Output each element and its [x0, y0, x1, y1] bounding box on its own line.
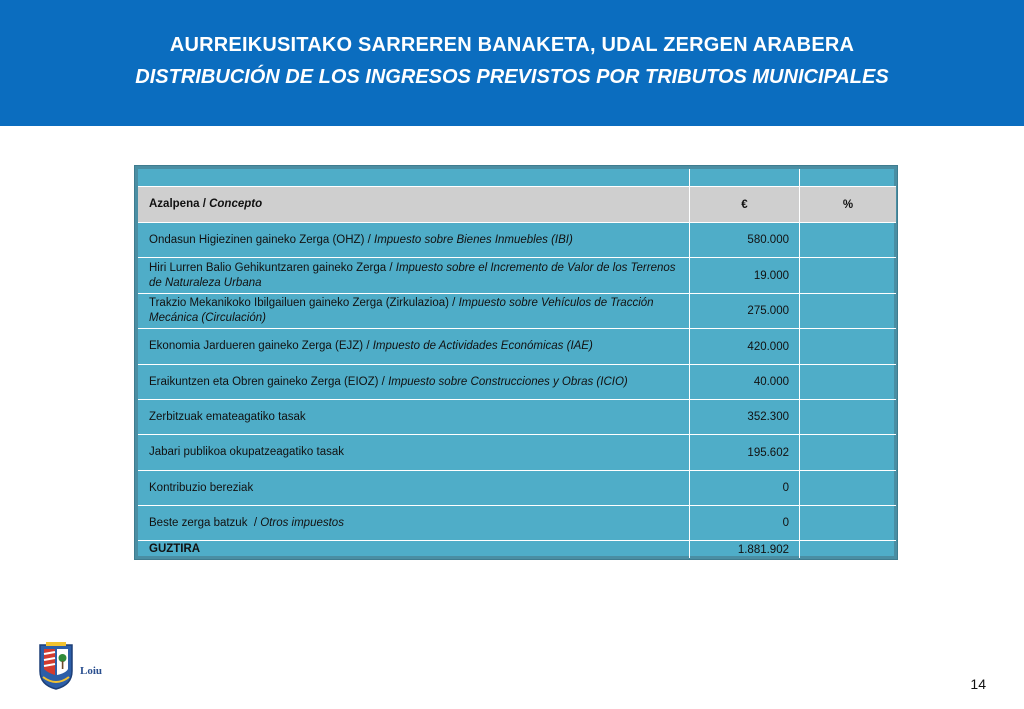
- row-percent: [800, 435, 896, 470]
- row-label: Trakzio Mekanikoko Ibilgailuen gaineko Zerga (Zirkulazioa) / Impuesto sobre Vehículos de Tracción Mecánica (Circulación): [149, 297, 654, 324]
- table-row: [138, 329, 896, 365]
- revenue-table: [134, 165, 898, 560]
- row-label: Beste zerga batzuk / Otros impuestos: [149, 516, 344, 529]
- row-label: Hiri Lurren Balio Gehikuntzaren gaineko Zerga / Impuesto sobre el Incremento de Valor de los Terrenos de Naturaleza Urbana: [149, 261, 676, 289]
- row-value: 580.000: [690, 223, 800, 257]
- row-percent: [800, 294, 896, 328]
- shield-icon: [36, 641, 76, 691]
- row-value: 19.000: [690, 258, 800, 293]
- row-label: Zerbitzuak emateagatiko tasak: [149, 410, 306, 423]
- table-row: [138, 471, 896, 506]
- total-value: 1.881.902: [690, 541, 800, 558]
- row-value: 352.300: [690, 400, 800, 434]
- column-header-concept: Azalpena / Concepto: [138, 187, 690, 222]
- table-total-row: [138, 541, 896, 558]
- row-value: 0: [690, 471, 800, 505]
- slide-header: [0, 0, 1024, 126]
- row-value: 275.000: [690, 294, 800, 328]
- table-header-row: [138, 187, 896, 223]
- row-label: Eraikuntzen eta Obren gaineko Zerga (EIOZ) / Impuesto sobre Construcciones y Obras (ICIO): [149, 375, 628, 388]
- table-row: [138, 365, 896, 400]
- title-spanish: DISTRIBUCIÓN DE LOS INGRESOS PREVISTOS POR TRIBUTOS MUNICIPALES: [135, 66, 889, 88]
- table-row: [138, 294, 896, 329]
- total-percent: [800, 541, 896, 558]
- table-row: [138, 223, 896, 258]
- row-percent: [800, 258, 896, 293]
- page-number: 14: [970, 676, 986, 692]
- row-percent: [800, 223, 896, 257]
- total-label: GUZTIRA: [138, 541, 690, 558]
- table-row: [138, 400, 896, 435]
- table-top-band: [138, 169, 896, 187]
- row-label: Jabari publikoa okupatzeagatiko tasak: [149, 446, 344, 458]
- row-percent: [800, 506, 896, 540]
- table-row: [138, 258, 896, 294]
- row-value: 195.602: [690, 435, 800, 470]
- title-basque: AURREIKUSITAKO SARREREN BANAKETA, UDAL ZERGEN ARABERA: [169, 34, 855, 56]
- row-label: Ekonomia Jardueren gaineko Zerga (EJZ) / Impuesto de Actividades Económicas (IAE): [149, 340, 593, 352]
- table-row: [138, 435, 896, 471]
- row-value: 0: [690, 506, 800, 540]
- coat-of-arms-logo: [36, 641, 76, 691]
- revenue-table-body: [138, 169, 894, 556]
- row-label: Ondasun Higiezinen gaineko Zerga (OHZ) / Impuesto sobre Bienes Inmuebles (IBI): [149, 233, 573, 246]
- row-percent: [800, 400, 896, 434]
- table-row: [138, 506, 896, 541]
- logo-text: Loiu: [80, 665, 103, 677]
- column-header-percent: %: [842, 198, 854, 211]
- row-percent: [800, 329, 896, 364]
- row-label: Kontribuzio bereziak: [149, 481, 254, 494]
- row-value: 40.000: [690, 365, 800, 399]
- row-percent: [800, 365, 896, 399]
- row-value: 420.000: [690, 329, 800, 364]
- row-percent: [800, 471, 896, 505]
- column-header-euro: €: [690, 187, 800, 222]
